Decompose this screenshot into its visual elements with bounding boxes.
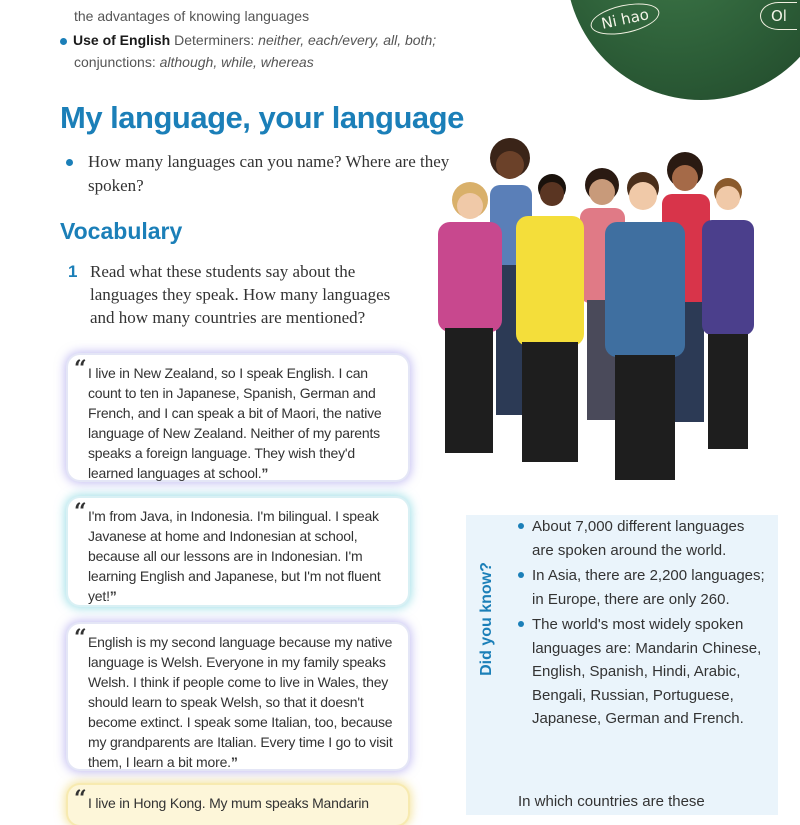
use-of-english-label: Use of English	[73, 32, 171, 48]
facts-list	[518, 515, 768, 733]
did-you-know-label: Did you know?	[478, 562, 495, 676]
student-quote-card: “ I live in New Zealand, so I speak English. I can count to ten in Japanese, Spanish, German and French, and I can speak a bit of Maori, the native language of New Zealand. Neither of my parents speaks a foreign language. They wish they'd learned languages at school.”	[68, 355, 408, 480]
task-instruction: 1 Read what these students say about the languages they speak. How many languages and how many countries are mentioned?	[68, 262, 391, 327]
fact-item: In Asia, there are 2,200 languages; in Europe, there are only 260.	[518, 564, 768, 611]
fact-item: The world's most widely spoken languages are: Mandarin Chinese, English, Spanish, Hindi, Arabic, Bengali, Russian, Portuguese, Japanese, German and French.	[518, 613, 768, 731]
quote-mark-icon: “	[74, 356, 87, 382]
student-quote-card: “ I live in Hong Kong. My mum speaks Mandarin	[68, 785, 408, 825]
objective-line: conjunctions: although, while, whereas	[74, 54, 314, 70]
bullet-icon	[518, 572, 524, 578]
quote-mark-icon: “	[74, 786, 87, 812]
closing-quote-icon: ”	[230, 754, 238, 770]
student-quote-card: “ I'm from Java, in Indonesia. I'm bilingual. I speak Javanese at home and Indonesian at school, because all our lessons are in Indonesian. I'm learning English and Japanese, but I'm not fluent yet!”	[68, 498, 408, 605]
student-quote-card: “ English is my second language because my native language is Welsh. Everyone in my family speaks Welsh. I think if people come to live in Wales, they should learn to speak Welsh, so that it doesn't become extinct. I speak some Italian, too, because my grandparents are Italian. Every time I go to visit them, I learn a bit more.”	[68, 624, 408, 769]
bullet-icon	[66, 159, 73, 166]
fact-item: About 7,000 different languages are spoken around the world.	[518, 515, 768, 562]
fact-question: In which countries are these	[518, 793, 705, 810]
bullet-icon	[518, 621, 524, 627]
closing-quote-icon: ”	[261, 465, 269, 481]
students-illustration	[430, 130, 770, 500]
closing-quote-icon: ”	[109, 588, 117, 604]
page-title: My language, your language	[60, 100, 464, 135]
greeting-bubble: Ol	[760, 2, 797, 30]
bullet-icon	[518, 523, 524, 529]
ni-hao-bubble: Ni hao	[588, 0, 662, 40]
section-heading: Vocabulary	[60, 218, 183, 244]
objective-line: the advantages of knowing languages	[74, 8, 310, 24]
bullet-icon	[60, 38, 67, 45]
quote-mark-icon: “	[74, 625, 87, 651]
lead-in-question: How many languages can you name? Where are they spoken?	[66, 150, 456, 198]
use-of-english-objective: Use of English Determiners: neither, each/every, all, both;	[60, 30, 436, 50]
task-number: 1	[68, 262, 78, 281]
student-figure	[438, 182, 502, 453]
students-photo	[430, 130, 770, 500]
quote-mark-icon: “	[74, 499, 87, 525]
student-figure	[516, 174, 584, 462]
